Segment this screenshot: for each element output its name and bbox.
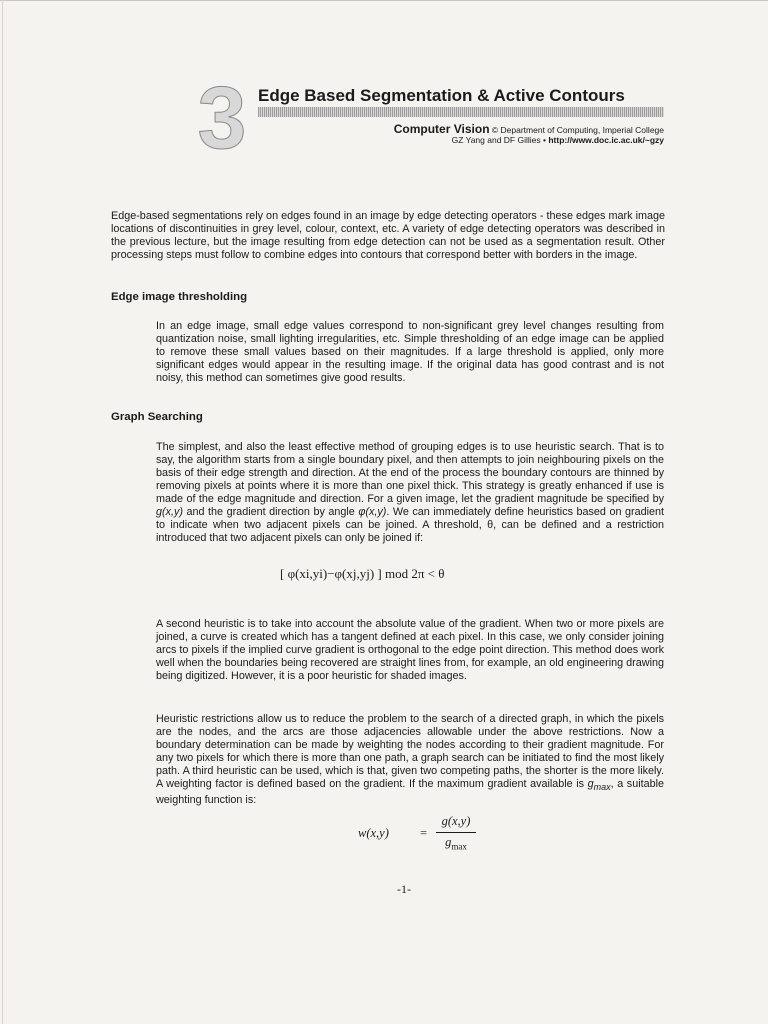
department: © Department of Computing, Imperial College <box>491 125 664 135</box>
equation-direction-threshold: [ φ(xi,yi)−φ(xj,yj) ] mod 2π < θ <box>280 566 445 581</box>
thresholding-paragraph: In an edge image, small edge values correspond to non-significant grey level changes resulting from quantization noise, small lighting irregularities, etc. Simple thresholding of an edge image can be applied to remove these small values based on their magnitudes. If a large threshold is applied, only more significant edges would appear in the resulting image. If the original data has good contrast and is not noisy, this method can sometimes give good results. <box>156 320 664 384</box>
page-edge-left <box>2 0 3 1024</box>
graph-paragraph-1 <box>156 441 664 545</box>
page-edge <box>0 0 768 1</box>
eq2-equals: = <box>420 826 428 840</box>
graph-p1-a: The simplest, and also the least effective method of grouping edges is to use heuristic search. That is to say, the algorithm starts from a single boundary pixel, and then attempts to join neighbouring pixels on the basis of their edge strength and direction. At the end of the process the boundary contours are thinned by removing pixels at points where it is more than one pixel thick. This strategy is greatly enhanced if use is made of the edge magnitude and direction. For a given image, let the gradient magnitude be specified by <box>156 441 664 505</box>
graph-paragraph-3 <box>156 713 664 807</box>
url-link[interactable]: http://www.doc.ic.ac.uk/~gzy <box>548 135 664 145</box>
graph-p1-b: and the gradient direction by angle <box>183 506 359 518</box>
gradient-magnitude-symbol: g(x,y) <box>156 506 183 518</box>
heading-edge-thresholding: Edge image thresholding <box>111 291 248 303</box>
author-line <box>300 135 664 145</box>
gradient-direction-symbol: φ(x,y) <box>358 506 387 518</box>
course-name: Computer Vision <box>393 122 490 136</box>
course-line <box>300 122 664 136</box>
page-number: -1- <box>397 882 411 896</box>
heading-graph-searching: Graph Searching <box>111 411 203 423</box>
fraction-bar <box>436 832 476 833</box>
bullet: • <box>543 135 546 145</box>
page-title: Edge Based Segmentation & Active Contours <box>258 86 625 105</box>
gmax-symbol: $g_{max}$ <box>587 778 611 793</box>
equation-weighting-function <box>358 814 478 854</box>
graph-p1-c: . We can immediately define heuristics based on gradient to indicate when two adjacent pixels can be joined. A threshold, θ, can be defined and a restriction introduced that two adjacent pixels can only be joined if: <box>156 506 664 544</box>
authors: GZ Yang and DF Gillies <box>451 135 541 145</box>
title-rule <box>258 107 664 117</box>
eq2-lhs: w(x,y) <box>358 826 389 840</box>
graph-paragraph-2: A second heuristic is to take into account the absolute value of the gradient. When two or more pixels are joined, a curve is created which has a tangent defined at each pixel. In this case, we only consider joining arcs to pixels if the implied curve gradient is orthogonal to the edge point direction. This method does work well when the boundaries being recovered are straight lines from, for example, an old engineering drawing being digitized. However, it is a poor heuristic for shaded images. <box>156 618 664 682</box>
chapter-number: 3 <box>192 78 252 158</box>
graph-p3-b: , a suitable weighting function is: <box>156 778 665 807</box>
eq2-denominator: $g_{max}$ <box>445 835 467 852</box>
graph-p3-a: Heuristic restrictions allow us to reduce the problem to the search of a directed graph, in which the pixels are the nodes, and the arcs are those adjacencies allowable under the above restrictions. Now a boundary determination can be made by weighting the nodes according to their gradient magnitude. For any two pixels for which there is more than one path, a graph search can be initiated to find the most likely path. A third heuristic can be used, which is that, given two competing paths, the shorter is the more likely. A weighting factor is defined based on the gradient. If the maximum gradient available is <box>156 713 664 790</box>
intro-paragraph: Edge-based segmentations rely on edges found in an image by edge detecting operators - these edges mark image locations of discontinuities in grey level, colour, context, etc. A variety of edge detecting operators was described in the previous lecture, but the image resulting from edge detection can not be used as a segmentation result. Other processing steps must follow to combine edges into contours that correspond better with borders in the image. <box>111 210 665 261</box>
eq2-numerator: g(x,y) <box>441 814 471 828</box>
